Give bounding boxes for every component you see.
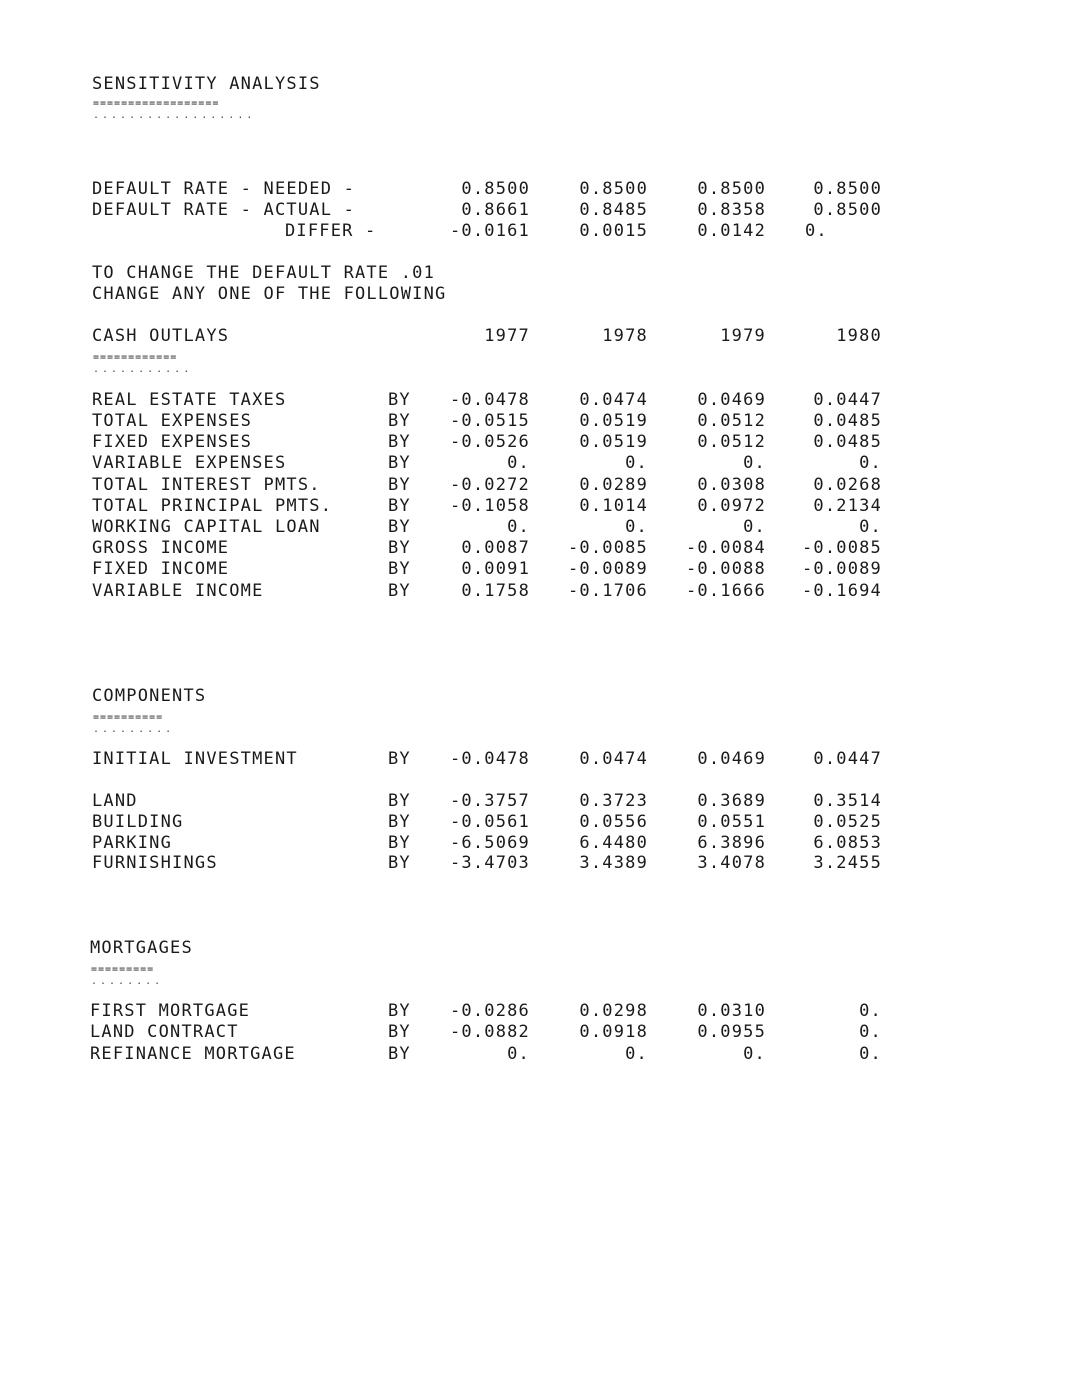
row-value: -6.5069 [449, 833, 530, 853]
row-value: -0.0515 [449, 411, 530, 431]
row-label: TOTAL INTEREST PMTS. [92, 475, 321, 495]
components-heading: COMPONENTS [92, 686, 207, 706]
row-by: BY [388, 833, 411, 853]
row-value: -0.1706 [567, 581, 648, 601]
row-label: GROSS INCOME [92, 538, 230, 558]
row-label: VARIABLE INCOME [92, 581, 264, 601]
default-differ-1978: 0.0015 [579, 221, 648, 241]
row-value: 0.0551 [697, 812, 766, 832]
row-value: 0. [625, 453, 648, 473]
row-value: -0.0088 [685, 559, 766, 579]
row-value: 0.1014 [579, 496, 648, 516]
row-label: REFINANCE MORTGAGE [90, 1044, 296, 1064]
year-1979: 1979 [720, 326, 766, 346]
row-label: FIXED EXPENSES [92, 432, 253, 452]
row-value: 0.0469 [697, 390, 766, 410]
row-label: TOTAL EXPENSES [92, 411, 253, 431]
mortgages-underline: ========= [91, 964, 155, 975]
row-value: 0. [743, 1044, 766, 1064]
row-value: 6.0853 [813, 833, 882, 853]
row-by: BY [388, 453, 411, 473]
row-value: 0. [743, 517, 766, 537]
default-differ-1977: -0.0161 [449, 221, 530, 241]
row-value: -0.3757 [449, 791, 530, 811]
row-by: BY [388, 390, 411, 410]
row-value: 0.0485 [813, 432, 882, 452]
row-value: 0. [625, 517, 648, 537]
row-value: 0. [507, 517, 530, 537]
row-value: 0.0469 [697, 749, 766, 769]
row-label: PARKING [92, 833, 173, 853]
default-actual-1980: 0.8500 [813, 200, 882, 220]
row-value: 3.2455 [813, 853, 882, 873]
row-value: 0.0447 [813, 749, 882, 769]
row-by: BY [388, 517, 411, 537]
row-value: 0.0556 [579, 812, 648, 832]
row-label: LAND CONTRACT [90, 1022, 239, 1042]
row-value: 0. [625, 1044, 648, 1064]
row-by: BY [388, 581, 411, 601]
title-underline: ================== [93, 98, 220, 109]
row-value: 0. [743, 453, 766, 473]
default-actual-1979: 0.8358 [697, 200, 766, 220]
row-value: 6.3896 [697, 833, 766, 853]
row-value: 0.2134 [813, 496, 882, 516]
row-value: -0.1666 [685, 581, 766, 601]
components-dots: ......... [93, 724, 175, 735]
row-value: 0.0512 [697, 411, 766, 431]
row-value: -0.1694 [801, 581, 882, 601]
row-label: REAL ESTATE TAXES [92, 390, 287, 410]
mortgages-dots: ........ [91, 976, 164, 987]
year-1980: 1980 [836, 326, 882, 346]
row-value: 0.3723 [579, 791, 648, 811]
title-dots: .................. [93, 110, 256, 121]
default-actual-1977: 0.8661 [461, 200, 530, 220]
row-label: WORKING CAPITAL LOAN [92, 517, 321, 537]
default-needed-1978: 0.8500 [579, 179, 648, 199]
row-value: 0.0519 [579, 432, 648, 452]
row-value: 0.0972 [697, 496, 766, 516]
row-by: BY [388, 496, 411, 516]
page-title: SENSITIVITY ANALYSIS [92, 74, 321, 94]
mortgages-heading: MORTGAGES [90, 938, 193, 958]
row-by: BY [388, 559, 411, 579]
row-value: -0.0089 [567, 559, 648, 579]
default-actual-label: DEFAULT RATE - ACTUAL - [92, 200, 356, 220]
row-value: 0.0918 [579, 1022, 648, 1042]
row-by: BY [388, 411, 411, 431]
default-needed-1979: 0.8500 [697, 179, 766, 199]
row-value: 0.0087 [461, 538, 530, 558]
row-value: 0.1758 [461, 581, 530, 601]
row-value: 0.3689 [697, 791, 766, 811]
row-value: 0.0289 [579, 475, 648, 495]
row-value: 0.0474 [579, 390, 648, 410]
row-value: -0.0478 [449, 749, 530, 769]
row-value: 0. [507, 1044, 530, 1064]
row-by: BY [388, 432, 411, 452]
row-by: BY [388, 1044, 411, 1064]
row-value: -0.0089 [801, 559, 882, 579]
row-value: 0. [859, 517, 882, 537]
row-label: BUILDING [92, 812, 184, 832]
row-value: 0.0308 [697, 475, 766, 495]
cash-outlays-underline: ============ [93, 352, 178, 363]
default-differ-label: DIFFER - [285, 221, 377, 241]
year-1978: 1978 [602, 326, 648, 346]
cash-outlays-heading: CASH OUTLAYS [92, 326, 230, 346]
default-needed-1977: 0.8500 [461, 179, 530, 199]
default-differ-1979: 0.0142 [697, 221, 766, 241]
instruction-line-2: CHANGE ANY ONE OF THE FOLLOWING [92, 284, 447, 304]
default-actual-1978: 0.8485 [579, 200, 648, 220]
row-by: BY [388, 853, 411, 873]
year-1977: 1977 [484, 326, 530, 346]
row-label: VARIABLE EXPENSES [92, 453, 287, 473]
row-by: BY [388, 812, 411, 832]
row-value: 0. [859, 1044, 882, 1064]
row-value: 0. [859, 1001, 882, 1021]
row-value: 0.0091 [461, 559, 530, 579]
row-value: -0.1058 [449, 496, 530, 516]
row-value: 3.4389 [579, 853, 648, 873]
row-by: BY [388, 749, 411, 769]
default-differ-1980: 0. [805, 221, 828, 241]
row-label: TOTAL PRINCIPAL PMTS. [92, 496, 333, 516]
row-value: 0.0512 [697, 432, 766, 452]
row-value: 0.0310 [697, 1001, 766, 1021]
row-value: 0.0519 [579, 411, 648, 431]
row-label: LAND [92, 791, 138, 811]
row-value: -0.0085 [801, 538, 882, 558]
row-value: -3.4703 [449, 853, 530, 873]
row-value: 0. [859, 453, 882, 473]
row-value: 0.0474 [579, 749, 648, 769]
row-value: 0.0485 [813, 411, 882, 431]
row-value: 0.0955 [697, 1022, 766, 1042]
row-value: -0.0526 [449, 432, 530, 452]
row-label: FURNISHINGS [92, 853, 218, 873]
row-label: INITIAL INVESTMENT [92, 749, 298, 769]
row-by: BY [388, 1001, 411, 1021]
row-by: BY [388, 1022, 411, 1042]
row-value: 3.4078 [697, 853, 766, 873]
row-by: BY [388, 475, 411, 495]
row-label: FIXED INCOME [92, 559, 230, 579]
cash-outlays-dots: ........... [93, 364, 193, 375]
components-underline: ========== [93, 712, 164, 723]
row-value: -0.0286 [449, 1001, 530, 1021]
row-value: 0. [507, 453, 530, 473]
row-value: 0.0268 [813, 475, 882, 495]
row-value: -0.0882 [449, 1022, 530, 1042]
row-label: FIRST MORTGAGE [90, 1001, 251, 1021]
instruction-line-1: TO CHANGE THE DEFAULT RATE .01 [92, 263, 436, 283]
default-needed-1980: 0.8500 [813, 179, 882, 199]
row-value: 0.3514 [813, 791, 882, 811]
row-value: -0.0084 [685, 538, 766, 558]
row-value: 6.4480 [579, 833, 648, 853]
row-by: BY [388, 538, 411, 558]
row-value: -0.0085 [567, 538, 648, 558]
row-value: 0.0525 [813, 812, 882, 832]
row-value: -0.0561 [449, 812, 530, 832]
row-value: -0.0272 [449, 475, 530, 495]
row-value: -0.0478 [449, 390, 530, 410]
row-value: 0. [859, 1022, 882, 1042]
row-value: 0.0298 [579, 1001, 648, 1021]
row-value: 0.0447 [813, 390, 882, 410]
row-by: BY [388, 791, 411, 811]
default-needed-label: DEFAULT RATE - NEEDED - [92, 179, 356, 199]
